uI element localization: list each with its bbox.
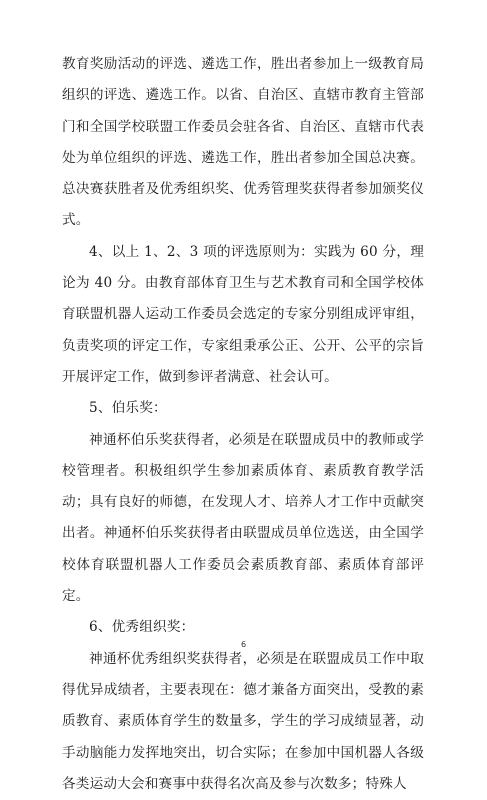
paragraph-organization-award: 神通杯优秀组织奖获得者，必须是在联盟成员工作中取得优异成绩者，主要表现在：德才兼备方面突出，受教的素质教育、素质体育学生的数量多，学生的学习成绩显著，动手动脑能力发挥地突出，切合实际；在参加中国机器人各级各类运动大会和赛事中获得名次高及参与次数多；特殊人 bbox=[62, 650, 424, 792]
paragraph-bole-award: 神通杯伯乐奖获得者，必须是在联盟成员中的教师或学校管理者。积极组织学生参加素质体育、素质教育教学活动；具有良好的师德，在发现人才、培养人才工作中贡献突出者。神通杯伯乐奖获得者由联盟成员单位选送，由全国学校体育联盟机器人工作委员会素质教育部、素质体育部评定。 bbox=[62, 431, 424, 605]
page-number: 6 bbox=[240, 640, 247, 649]
heading-item-5: 5、伯乐奖： bbox=[89, 400, 167, 417]
heading-item-6: 6、优秀组织奖： bbox=[89, 619, 195, 636]
body-text bbox=[62, 49, 424, 800]
paragraph-continuation: 教育奖励活动的评选、遴选工作，胜出者参加上一级教育局组织的评选、遴选工作。以省、自治区、直辖市教育主管部门和全国学校联盟工作委员会驻各省、自治区、直辖市代表处为单位组织的评选、遴选工作，胜出者参加全国总决赛。总决赛获胜者及优秀组织奖、优秀管理奖获得者参加颁奖仪式。 bbox=[62, 56, 424, 229]
paragraph-item-4: 4、以上 1、2、3 项的评选原则为：实践为 60 分，理论为 40 分。由教育部体育卫生与艺术教育司和全国学校体育联盟机器人运动工作委员会选定的专家分别组成评审组，负责奖项的评定工作，专家组秉承公正、公开、公平的宗旨开展评定工作，做到参评者满意、社会认可。 bbox=[62, 243, 424, 385]
